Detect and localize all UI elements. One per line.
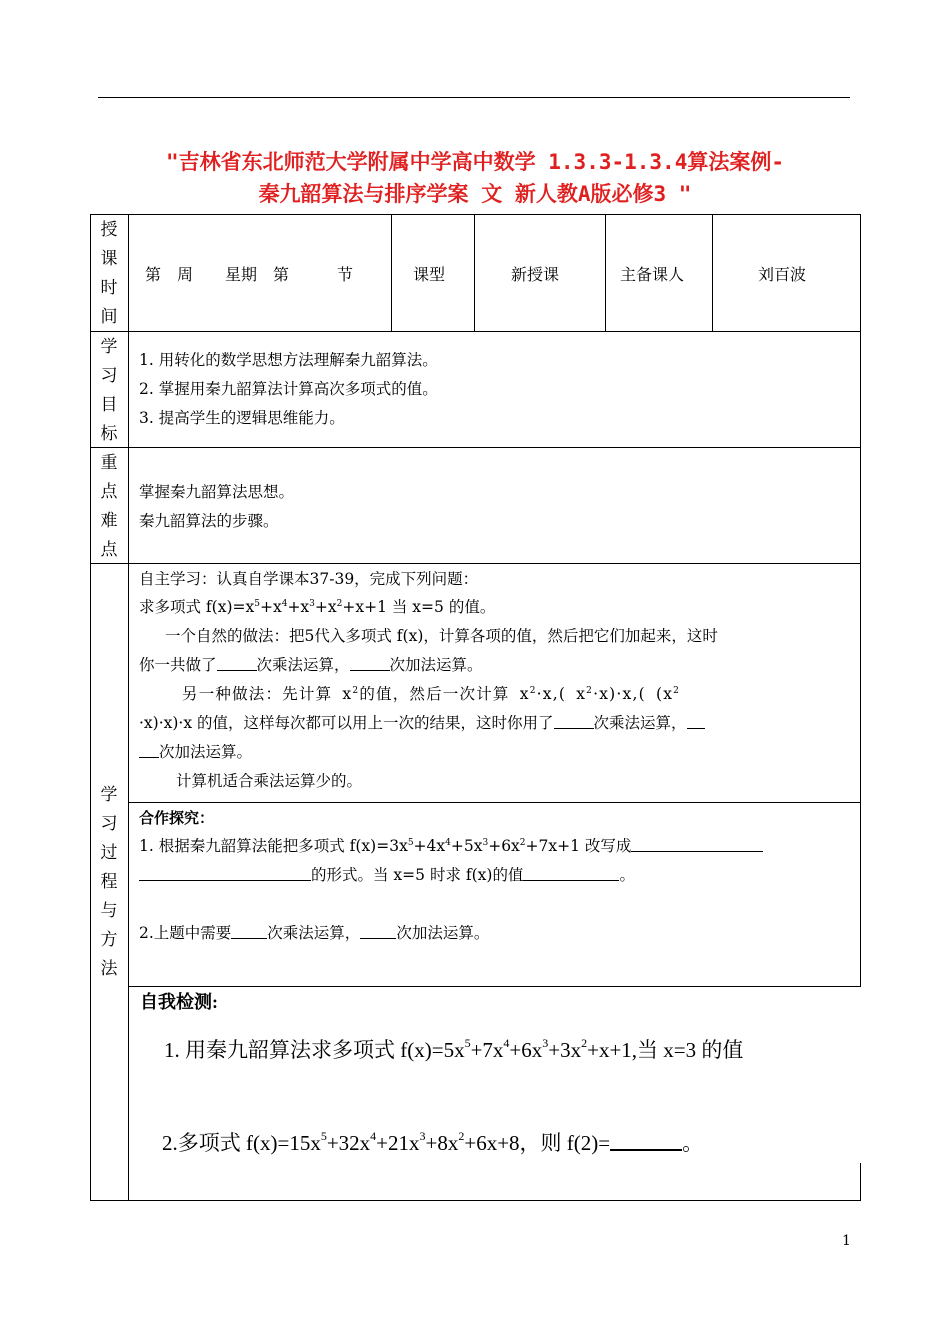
answer-blank[interactable]	[554, 714, 594, 729]
key-point-2: 秦九韶算法的步骤。	[139, 512, 279, 530]
cooperation-q1-line-1: 1. 根据秦九韶算法能把多项式 $f(x)=3x^5+4x^4+5x^3+6x^2+7x+1$ 改写成	[139, 832, 763, 861]
answer-blank[interactable]	[350, 656, 390, 671]
other-method-line-1: 另一种做法：先计算 $x^2$的值，然后一次计算 $x^2\cdot x$,( $x^2\cdot x)\cdot x$,( ($x^2$	[182, 685, 681, 703]
header-rule	[98, 97, 850, 98]
page-number: 1	[842, 1233, 851, 1249]
lesson-type-label: 课型	[413, 265, 446, 284]
answer-blank[interactable]	[687, 714, 705, 729]
self-check-q1: 1. 用秦九韶算法求多项式 $f(x)=5x^5+7x^4+6x^3+3x^2+x+1$,当 x=3 的值	[164, 1036, 744, 1062]
cooperation-heading: 合作探究：	[139, 809, 215, 827]
natural-method-line-2: 你一共做了 次乘法运算， 次加法运算。	[139, 656, 483, 674]
key-point-1: 掌握秦九韶算法思想。	[139, 483, 295, 501]
teacher-label: 主备课人	[620, 265, 685, 284]
title-line-1: "吉林省东北师范大学附属中学高中数学 1.3.3-1.3.4算法案例-	[165, 150, 784, 174]
self-check-content	[129, 1010, 860, 1160]
answer-blank[interactable]	[610, 1129, 682, 1151]
answer-blank[interactable]	[523, 866, 619, 881]
lesson-type-value: 新授课	[511, 265, 560, 284]
answer-blank[interactable]	[360, 924, 396, 939]
self-check-q2: 2.多项式 $f(x)=15x^5+32x^4+21x^3+8x^2+6x+8$，则 f(2)= 。	[162, 1129, 704, 1155]
self-study-question: 求多项式 $f(x)=x^5+x^4+x^3+x^2+x+1$ 当 x=5 的值。	[139, 598, 496, 616]
self-check-heading: 自我检测:	[140, 992, 218, 1012]
week-period-field: 第 周 星期 第 节	[145, 265, 354, 284]
teacher-name: 刘百波	[758, 265, 807, 284]
computer-note: 计算机适合乘法运算少的。	[176, 772, 363, 790]
cooperation-q2: 2.上题中需要 次乘法运算， 次加法运算。	[139, 924, 490, 942]
answer-blank[interactable]	[217, 656, 257, 671]
natural-method-line-1: 一个自然的做法：把5代入多项式 f(x)，计算各项的值，然后把它们加起来，这时	[165, 627, 718, 645]
answer-blank[interactable]	[231, 924, 267, 939]
goal-item-3: 3. 提高学生的逻辑思维能力。	[139, 409, 345, 427]
row-label-learning-goals: 学 习 目 标	[100, 337, 118, 444]
row-label-key-points: 重 点 难 点	[100, 453, 118, 560]
self-study-intro: 自主学习：认真自学课本37-39，完成下列问题：	[139, 570, 479, 588]
cooperation-q1-line-2: 的形式。当 x=5 时求 f(x)的值 。	[139, 861, 635, 890]
other-method-line-3: 次加法运算。	[139, 738, 252, 767]
row-label-class-time: 授 课 时 间	[100, 220, 118, 327]
answer-blank[interactable]	[139, 743, 159, 758]
goal-item-2: 2. 掌握用秦九韶算法计算高次多项式的值。	[139, 380, 438, 398]
answer-blank[interactable]	[631, 837, 763, 852]
title-line-2: 秦九韶算法与排序学案 文 新人教A版必修3 "	[258, 182, 692, 206]
row-label-learning-process: 学 习 过 程 与 方 法	[100, 785, 118, 979]
document-title	[90, 146, 860, 210]
answer-blank[interactable]	[139, 866, 311, 881]
other-method-line-2: ·x)·x)·x 的值，这样每次都可以用上一次的结果，这时你用了 次乘法运算，	[139, 709, 705, 738]
goal-item-1: 1. 用转化的数学思想方法理解秦九韶算法。	[139, 351, 438, 369]
